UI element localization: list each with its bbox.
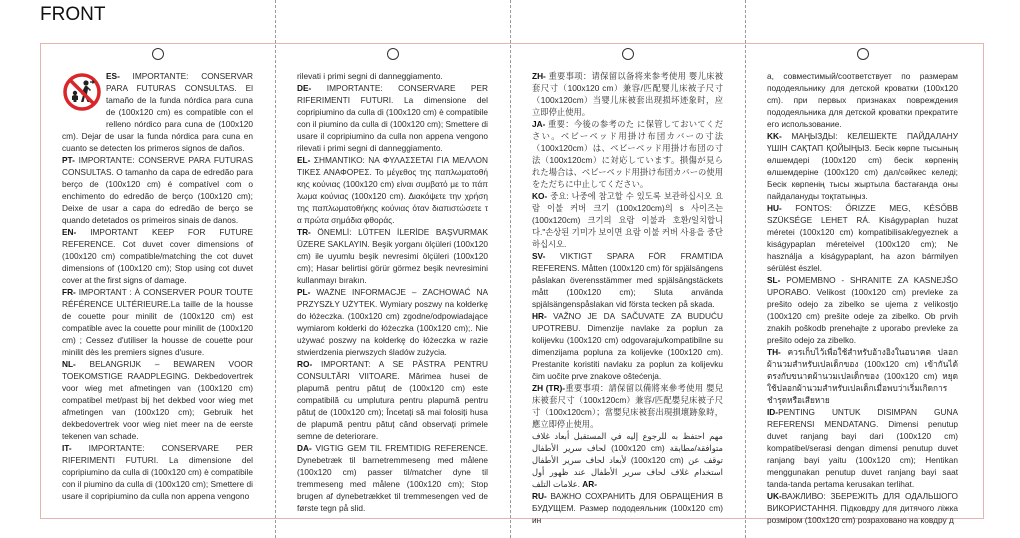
panel-4 — [745, 43, 980, 525]
instruction-da: DA- VIGTIG GEM TIL FREMTIDIG REFERENCE. Dynebetræk til barnetremmeseng med målene (100x120 cm) passer til/matcher dyne til tremmeseng med målene (100x120 cm); Stop brugen af dynebetrækket til tremmesengen ved de første tegn på slid. — [297, 443, 488, 513]
instruction-it: IT- IMPORTANTE: CONSERVARE PER RIFERIMENTI FUTURI. La dimensione del copripiumino da culla di (100x120 cm) è compatibile con il piumino da culla di (100x120 cm); Smettere di usare il copripiumino da culla non appena vengono — [62, 443, 253, 501]
punch-hole-icon — [857, 48, 869, 60]
instruction-id: ID-PENTING UNTUK DISIMPAN GUNA REFERENSI MENDATANG. Dimensi penutup duvet ranjang bayi dari (100x120 cm) kompatibel/serasi dengan dimensi penutup duvet ranjang bayi yaitu (100x120 cm); Hentikan menggunakan penutup duvet ranjang bayi saat tanda-tanda pertama kerusakan terlihat. — [767, 407, 958, 489]
panel-text — [297, 70, 488, 514]
instruction-hu: HU- FONTOS: ŐRIZZE MEG, KÉSŐBB SZÜKSÉGE LEHET RÁ. Kiságypaplan huzat méretei (100x120 cm) kompatibilisak/egyeznek a kiságypaplan méreteivel (100x120 cm); Ne használja a kiságypaplant, ha azon bármilyen sérülést észlel. — [767, 203, 958, 273]
icon-spacer — [62, 70, 106, 122]
instruction-nl: NL- BELANGRIJK – BEWAREN VOOR TOEKOMSTIGE RAADPLEGING. Dekbedovertrek voor wieg met afmetingen van (100x120 cm) compatibel met/past bij het dekbed voor wieg met afmetingen van (100x120 cm); Gebruik het dekbedovertrek voor wieg niet meer na de eerste tekenen van schade. — [62, 359, 253, 441]
instruction-ja: JA- 重要：今後の参考のた に保管しておいてください。ベビーベッド用掛け布団カバーの寸法（100x120cm）は、ベビーベッド用掛け布団の寸法（100x120cm）に対応しています。損傷が見られた場合は、ベビーベッド用掛け布団カバーの使用をただちに中止してください。 — [532, 119, 723, 189]
panel-text — [767, 70, 958, 526]
instruction-th: TH- ควรเก็บไว้เพื่อใช้สำหรับอ้างอิงในอนาคต ปลอกผ้านวมสำหรับเปลเด็กของ (100x120 cm) เข้ากันได้ตรงกับขนาดผ้านวมเปลเด็กของ (100x120 cm) หยุดใช้ปลอกผ้านวมสำหรับเปลเด็กเมื่อพบว่าเริ่มเกิดการชำรุดหรือเสียหาย — [767, 347, 958, 405]
instruction-zh-tr: ZH (TR)-重要事項：請保留以備將來參考使用 嬰兒床被套尺寸（100x120cm）兼容/匹配嬰兒床被子尺寸（100x120cm）；當嬰兒床被套出現損壞跡象時，應立即停止使用。 — [532, 383, 723, 429]
instruction-fr: FR- IMPORTANT : À CONSERVER POUR TOUTE RÉFÉRENCE ULTÉRIEURE.La taille de la housse de couette pour minilit de (100x120 cm) est compatible avec la couette pour minilit de (100x120 cm) ; Cessez d'utiliser la housse de couette pour minilit dès les premiers signes d'usure. — [62, 287, 253, 357]
instruction-ru: RU- ВАЖНО СОХРАНИТЬ ДЛЯ ОБРАЩЕНИЯ В БУДУЩЕМ. Размер пододеяльник (100x120 cm) ин — [532, 491, 723, 525]
instruction-pl: PL- WAŻNE INFORMACJE – ZACHOWAĆ NA PRZYSZŁY UŻYTEK. Wymiary poszwy na kołderkę do łóżeczka. (100x120 cm) zgodne/odpowiadające wymiarom kołderki do łóżeczka (100x120 cm);. Nie używać poszwy na kołderkę do łóżeczka w razie stwierdzenia pierwszych śladów zużycia. — [297, 287, 488, 357]
instruction-hr: HR- VAŽNO JE DA SAČUVATE ZA BUDUĆU UPOTREBU. Dimenzije navlake za poplun za kolijevku (100x120 cm) odgovaraju/kompatibilne su dimenzijama popluna za kolijevke (100x120 cm). Prestanite koristiti navlaku za poplun za kolijevku čim uočite prve znakove oštećenja. — [532, 311, 723, 381]
punch-hole-icon — [152, 48, 164, 60]
panel-3 — [510, 43, 745, 525]
instruction-ro: RO- IMPORTANT: A SE PĂSTRA PENTRU CONSULTĂRI VIITOARE. Mărimea husei de plapumă pentru pătuț de (100x120 cm) este compatibilă cu umplutura pentru plapumă pentru pătuț de (100x120 cm); Încetați să mai folosiți husa de plapumă pentru pătuț când observați primele semne de deteriorare. — [297, 359, 488, 441]
instruction-sv: SV- VIKTIGT SPARA FÖR FRAMTIDA REFERENS. Måtten (100x120 cm) för spjälsängens påslakan överensstämmer med spjälsängstäckets mått (100x120 cm); Sluta använda spjälsängenspåslakan vid första tecken på skada. — [532, 251, 723, 309]
instruction-sl: SL- POMEMBNO - SHRANITE ZA KASNEJŠO UPORABO. Velikost (100x120 cm) prevleke za prešito odejo za zibelko se ujema z velikostjo (100x120 cm) prešite odeje za zibelko. Ob prvih znakih poškodb prenehajte z uporabo prevleke za prešito odejo za zibelko. — [767, 275, 958, 345]
instruction-ru-continued: а, совместимый/соответствует по размерам пододеяльнику для детской кроватки (100x120 cm). при первых признаках повреждения пододеяльника для детской кроватки прекратите его использование. — [767, 71, 958, 129]
panel-text — [532, 70, 723, 526]
instruction-es: ES- IMPORTANTE: CONSERVAR PARA FUTURAS CONSULTAS. El tamaño de la funda nórdica para cuna de (100x120 cm) es compatible con el relleno nórdico para cuna de (100x120 cm). Dejar de usar la funda nórdica para cuna en cuanto se detecten los primeros signos de daños. — [62, 71, 253, 153]
no-child-prohibition-icon — [62, 72, 102, 112]
punch-hole-icon — [387, 48, 399, 60]
instruction-ar: مهم احتفظ به للرجوع إليه في المستقبل أبعاد غلاف لحاف سرير الأطفال (100x120 cm) متوافقة/مطابقة لأبعاد لحاف سرير الأطفال (100x120 cm) توقف عن استخدام غلاف لحاف سرير الأطفال عند ظهور أول علامات التلف. AR- — [532, 431, 723, 489]
panel-1 — [40, 43, 275, 519]
page-title: FRONT — [40, 4, 106, 25]
instruction-el: EL- ΣΗΜΑΝΤΙΚΟ: ΝΑ ΦΥΛΑΣΣΕΤΑΙ ΓΙΑ ΜΕΛΛΟΝ ΤΙΚΕΣ ΑΝΑΦΟΡΕΣ. Το μέγεθος της παπλωματοθή κης κούνιας (100x120 cm) είναι συμβατό με το πάπ λωμα κούνιας (100x120 cm). Διακόψετε την χρήση της παπλωματοθήκης κούνιας όταν διαπιστώσετε τ α πρώτα σημάδια φθοράς. — [297, 155, 488, 225]
instruction-uk: UK-ВАЖЛИВО: ЗБЕРЕЖІТЬ ДЛЯ ОДАЛЬШОГО ВИКОРИСТАННЯ. Підковдру для дитячого ліжка розміром (100x120 cm) розраховано на ковдру д — [767, 491, 958, 525]
instruction-tr: TR- ÖNEMLİ: LÜTFEN İLERİDE BAŞVURMAK ÜZERE SAKLAYIN. Beşik yorganı ölçüleri (100x120 cm) ile uyumlu beşik nevresimi ölçüleri (100x120 cm); Hasar belirtisi görür görmez beşik nevresimini kullanmayı bırakın. — [297, 227, 488, 285]
panel-2 — [275, 43, 510, 519]
instruction-zh: ZH- 重要事项：请保留以备将来参考使用 婴儿床被套尺寸（100x120 cm）兼容/匹配婴儿床被子尺寸（100x120cm）当婴儿床被套出现损坏迹象时，应立即停止使用。 — [532, 71, 723, 117]
instruction-pt: PT- IMPORTANTE: CONSERVE PARA FUTURAS CONSULTAS. O tamanho da capa de edredão para berço de (100x120 cm) é compatível com o enchimento do edredão de berço (100x120 cm); Deixe de usar a capa do edredão de berço se quando detetados os primeiros sinais de danos. — [62, 155, 253, 225]
instruction-ko: KO- 중요: 나중에 참고할 수 있도록 보관하십시오 요람 이불 커버 크기 (100x120cm)의 s 사이즈는 (100x120cm) 크기의 요람 이불과 호환/일치합니다."손상된 기미가 보이면 요람 이불 커버 사용을 중단하십시오. — [532, 191, 723, 249]
instruction-en: EN- IMPORTANT KEEP FOR FUTURE REFERENCE. Cot duvet cover dimensions of (100x120 cm) compatible/matching the cot duvet dimensions of (100x120 cm); Stop using cot duvet cover at the first signs of damage. — [62, 227, 253, 285]
instruction-it-continued: rilevati i primi segni di danneggiamento. — [297, 71, 443, 81]
panel-text — [62, 70, 253, 502]
instruction-kk: KK- МАҢЫЗДЫ: КЕЛЕШЕКТЕ ПАЙДАЛАНУ ҮШІН САҚТАП ҚОЙЫҢЫЗ. Бесік көрпе тысының өлшемдері (100x120 cm) бесік көрпенің өлшемдеріне (100x120 cm) дал/сәйкес келеді; Бесік көрпенің тысы жыртыла бастағанда оны пайдалануды тоқтатыңыз. — [767, 131, 958, 201]
instruction-de: DE- IMPORTANTE: CONSERVARE PER RIFERIMENTI FUTURI. La dimensione del copripiumino da culla di (100x120 cm) è compatibile con il piumino da culla di (100x120 cm); Smettere di usare il copripiumino da culla non appena vengono rilevati i primi segni di danneggiamento. — [297, 83, 488, 153]
punch-hole-icon — [622, 48, 634, 60]
